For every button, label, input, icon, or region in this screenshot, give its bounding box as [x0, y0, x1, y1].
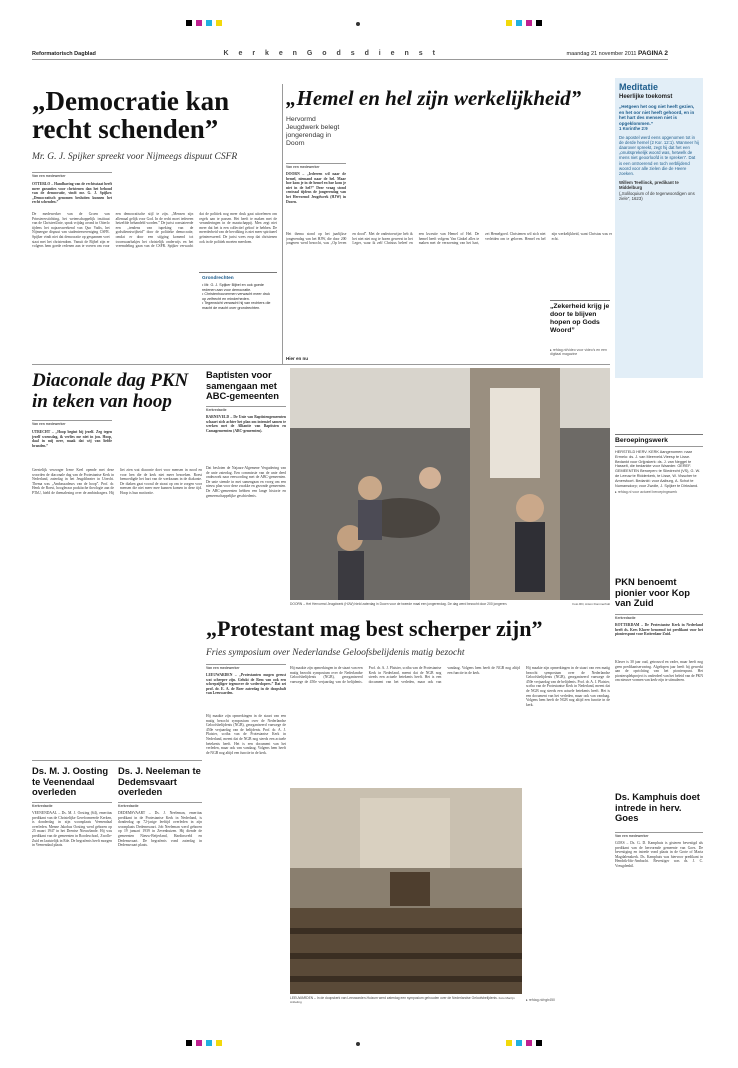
registration-mark-black — [186, 20, 192, 26]
grondrechten-item: • Christenhouvermen verwacht meer druk op zelfrecht en minderheden. — [202, 292, 270, 301]
pkn-byline: Van een medewerker — [32, 420, 112, 426]
doopskerk-caption — [290, 996, 522, 1010]
registration-mark-yellow — [216, 20, 222, 26]
beroeping-title: Beroepingswerk — [615, 434, 703, 447]
beroeping-box — [615, 434, 703, 554]
section-name: K e r k e n G o d s d i e n s t — [223, 50, 439, 57]
section-rule — [32, 364, 610, 365]
meditation-subtitle: Heerlijke toekomst — [619, 94, 673, 100]
pkn-body: Geestelijk verzorger Irene Keel opende met deze woorden de diaconale dag van de Protestantse Kerk in Nederland, zaterdag in het Jeugdtheater in Utrecht. Thema was „Ambassadeurs van de hoop”. Prof. dr. Henk de Roest, hoogleraar praktische theologie aan de PThU, hield de themalezing over de ambtsdragers. Hij liet zien wat diaconie doet voor mensen in nood en voor hen die de kerk niet meer bezoeken. Roest bemoedigde het hart van de werkzaam in de diakonie. De diaken gaat vooral de straat op om te zorgen voor mensen die niet meer mee kunnen komen in deze tijd. Hoop is hun motivatie. — [32, 468, 202, 495]
belijdenis-body: Hij maakte zijn opmerkingen in de staart van een matig bezocht symposium over de Nederlandse Geloofsbelijdenis (NGB), georganiseerd vanwege de 450e verjaardag van de belijdenis. Prof. dr. A. J. Plaisier, scriba van de Protestantse Kerk in Nederland, meent dat de NGB nog steeds een actuele betekenis heeft. Het is een document van het verleden, maar ook van vandaag. Volgens hem heeft de NGB nog altijd een functie in de kerk. — [290, 666, 520, 684]
doopskerk-photo — [290, 788, 522, 994]
registration-mark-bottom-magenta-right — [526, 1040, 532, 1046]
doopskerk-credit: Foto Marrijn Anbeling — [290, 996, 515, 1004]
jongerendag-caption — [290, 602, 610, 614]
kamphuis-byline: Van een medewerker — [615, 832, 703, 838]
registration-mark-cyan-right — [516, 20, 522, 26]
hemel-body: Het thema stond op het jaarlijkse jongerendag van het HJW, die door 200 jongeren werd bezocht, was „Op leven en dood”. Met de ondertoewijze heb ik het niet niet nog te horen geweest in het Leger, waar ik zelf Christus beleef en een kwestie van Hemel of Hel. De hemel heeft volgens Van Ginkel alles te maken met de verzoening van het hart, zei Hemelgoed. Christenen wil zich niet verleiden om te geloven. Hemel en hel zijn werkelijkheid, want Christus was er echt. — [286, 232, 612, 246]
hemel-lead: DOORN – „Iedereen wil naar de hemel, niemand naar de hel. Maar hoe kom je in de hemel en hoe kom je niet in de hel?” Deze vraag stond centraal tijdens de jongerendag van het Hervormd Jeugdwerk (HJW) in Doorn. — [286, 172, 346, 204]
hemel-byline: Van een medewerker — [286, 163, 346, 169]
hemel-link[interactable]: ▸ refdag.nl/video voor video's en een digitaal magazine — [550, 348, 607, 356]
neeleman-byline: Kerkredactie — [118, 802, 202, 808]
main-headline-block — [32, 88, 277, 148]
pkn-pionier-body: Klaver is 30 jaar oud, getrouwd en vader, maar heeft nog geen predikantservaring. Afgelopen jaar heeft hij gewerkt aan de oprichting van het pionierspunt. Het pioniersplekproject is onderdeel van het beleid van de PKN om nieuwe vormen van kerk-zijn te stimuleren. — [615, 660, 703, 683]
grondrechten-item-1: Mr. G. J. Spijker Bijbel en ook goede redenen aan voor democratie. — [202, 283, 264, 292]
pkn-pionier-lead: ROTTERDAM – De Protestantse Kerk in Nederland heeft ds. Kees Klaver benoemd tot predikant voor het pionierspunt voor Rotterdam-Zuid. — [615, 623, 703, 637]
grondrechten-item-3: Tegenwicht verwacht hij van rechters die macht de macht over grondrechten. — [202, 301, 271, 310]
belijdenis-link-text[interactable]: refdag.nl/ngb450 — [528, 998, 556, 1002]
hemel-headline: „Hemel en hel zijn werkelijkheid” — [286, 88, 582, 110]
obituary-rule — [32, 760, 202, 761]
kamphuis-headline: Ds. Kamphuis doet intrede in herv. Goes — [615, 792, 700, 823]
neeleman-body: DEDEMSVAART – Ds. J. Neeleman, emeritus predikant in de Protestantse Kerk in Nederland, is donderdag op 72-jarige leeftijd overleden in zijn woonplaats Dedemsvaart. Job Neeleman werd geboren op 19 januari 1939 in Zevenhuizen. Hij diende de gemeenten Nieuw-Beijerland, Hardinxveld en Dedemsvaart. De begrafenis vond zaterdag in Dedemsvaart plaats. — [118, 811, 202, 848]
oosting-headline: Ds. M. J. Oosting te Veenendaal overleden — [32, 766, 109, 797]
main-body: De medewerker van de Groen van Prinstererstichting, het wetenschappelijk instituut van de ChristenUnie, sprak vrijdag avond in Otterlo tijdens het najaarsweekend van Quo Vadis, het Nijmeegse dispuut van studentenvereniging CSFR. Spijker vindt niet dat democratie op gespannen voet staat met het christendom. Vanuit de Bijbel zijn er volgens hem goede redenen aan te voeren om voor een democratische stijl te zijn. „Mensen zijn allemaal gelijk voor God. In de recht moet iedereen hetzelfde behandeld worden.” De jurist constateerde een „tendens van iupeking van de godsdienstvrijheid” door de politieke democratie, omdat er door een stijging komend tot troonwaarbakjes het christelijk onderwijs en het vreemdeling gaan van de CSFR. Spijker verwacht dat de politiek nog meer druk gaat uitoefenen om regels aan te passen. Het heeft te maken met de veranderingen in de maatschappij. Men zegt niet meer dat het is een collectief geloof te hebben. De meerderheid van de bevolking is niet meer spiritueel geïnteresseerd. De jurist wees erop dat christenen ook in de politiek moeten meedoen. — [32, 212, 277, 249]
jongerendag-photo-image — [290, 368, 610, 600]
registration-mark-cyan — [206, 20, 212, 26]
registration-mark-bottom-yellow-right — [506, 1040, 512, 1046]
baptisten-byline: Kerkredactie — [206, 406, 286, 412]
beroeping-link[interactable]: ▸ refdag.nl voor actueel beroepingswerk — [615, 490, 678, 495]
pkn-pionier-headline: PKN benoemt pionier voor Kop van Zuid — [615, 577, 690, 608]
registration-mark-bottom-cyan — [206, 1040, 212, 1046]
page-header — [32, 46, 668, 60]
beroeping-body: HERSTELD HERV. KERK Aangenomen: naar Ermelo: ds. J. van Meerveld-Vleesp te Lisse. Bedankt voor Grijpskerk: ds. J. van Neggel te Hasselt, die bedankte voor Waarder. GEREF. GEMEENTEN Beroepen: te Sliedrecht (VS), G. W. de Leeuw te Ridderkerk, te Lisse, W. Visscher te Amersfoort. Bedankt: voor Aalburg, A. Schot te Numansdorp; voor Zwolle, J. Spijker te Dirksland. — [615, 450, 701, 488]
hemel-pull-quote: „Zekerheid krijg je door te blijven hopen op Gods Woord” — [550, 300, 610, 346]
belijdenis-lead: LEEUWARDEN – „Protestanten mogen gerust wat scherper zijn. Gelukt de Rem van ook een scherpzijliger tegenover de wederdopers.” Dat zei prof. dr. E. A. de Boer zaterdag in de doopsbalt van Leeuwarden. — [206, 673, 286, 696]
doopskerk-photo-image — [290, 788, 522, 994]
registration-mark-bottom-yellow — [216, 1040, 222, 1046]
registration-mark-bottom-cyan-right — [516, 1040, 522, 1046]
grondrechten-item: • Tegenwicht verwacht hij van rechters die macht de macht over grondrechten. — [202, 301, 271, 310]
column-divider — [282, 84, 283, 364]
page-date-number — [567, 50, 668, 57]
belijdenis-headline: „Protestant mag best scherper zijn” — [206, 618, 543, 641]
belijdenis-link[interactable]: ▸ refdag.nl/ngb450 — [526, 998, 556, 1002]
jongerendag-photo — [290, 368, 610, 600]
meditation-body: De apostel werd eens opgenomen tot in de derde hemel (2 Kor. 12:1). Wanneer hij daarover spreekt, zegt hij dat het een „onuitsprekelijk woord was, hetwelk de mens niet geoorloofd is te spreken”. Dat is een ontroerend en toch verblijdend woord voor alle zielen die de Heere zoeken. — [619, 134, 699, 176]
grondrechten-box — [199, 272, 277, 356]
registration-mark-magenta — [196, 20, 202, 26]
meditation-title: Meditatie — [619, 82, 659, 92]
registration-mark-black-right — [536, 20, 542, 26]
registration-mark-yellow-right — [506, 20, 512, 26]
hemel-side-title: Hervormd Jeugdwerk belegt jongerendag in Doorn — [286, 116, 340, 147]
pkn-headline: Diaconale dag PKN in teken van hoop — [32, 370, 189, 412]
doopskerk-caption-text: LEEUWARDEN – In de doopskerk van Leeuwarden-Huizum werd zaterdag een symposium gehouden over de Nederlandse Geloofsbelijdenis. — [290, 996, 498, 1000]
grondrechten-title: Grondrechten — [202, 276, 234, 281]
page-date: maandag 21 november 2011 — [566, 51, 637, 57]
registration-dot-top — [356, 22, 360, 26]
grondrechten-item-2: Christenhouvermen verwacht meer druk op zelfrecht en minderheden. — [202, 292, 270, 301]
baptisten-headline: Baptisten voor samengaan met ABC-gemeenten — [206, 370, 279, 401]
beroeping-link-text[interactable]: refdag.nl voor actueel beroepingswerk — [617, 490, 678, 495]
baptisten-lead: BARNEVELD – De Unie van Baptistengemeenten schaart zich achter het plan om intensief samen te werken met de Alliantie van Baptisten en Camagemeenten (ABC-gemeenten). — [206, 415, 286, 433]
registration-dot-bottom — [356, 1042, 360, 1046]
main-headline: „Democratie kan recht schenden” — [32, 88, 230, 144]
main-byline: Van een medewerker — [32, 172, 112, 179]
main-subhead: Mr. G. J. Spijker spreekt voor Nijmeegs dispuut CSFR — [32, 152, 238, 162]
hemel-link-text[interactable]: refdag.nl/video voor video's en een digitaal magazine — [550, 348, 607, 356]
meditation-quote: „Hetgeen het oog niet heeft gezien, en het oor niet heeft gehoord, en in het hart des mensen niet is opgeklommen.” — [619, 104, 695, 126]
belijdenis-body-col1: Hij maakte zijn opmerkingen in de staart van een matig bezocht symposium over de Nederlandse Geloofsbelijdenis (NGB), georganiseerd vanwege de 450e verjaardag van de belijdenis. Prof. dr. A. J. Plaisier, scriba van de Protestantse Kerk in Nederland, meent dat de NGB nog steeds een actuele betekenis heeft. Het is een document van het verleden, maar ook van vandaag. Volgens hem heeft de NGB nog altijd een functie in de kerk. — [206, 714, 286, 755]
belijdenis-body-col5: Hij maakte zijn opmerkingen in de staart van een matig bezocht symposium over de Nederlandse Geloofsbelijdenis (NGB), georganiseerd vanwege de 450e verjaardag van de belijdenis. Prof. dr. A. J. Plaisier, scriba van de Protestantse Kerk in Nederland, meent dat de NGB nog steeds een actuele betekenis heeft. Het is een document van het verleden, maar ook van vandaag. Volgens hem heeft de NGB nog altijd een functie in de kerk. — [526, 666, 610, 707]
kamphuis-body: GOES – Ds. G. D. Kamphuis is gisteren bevestigd als predikant van de hervormde gemeente van Goes. De bevestiging en intrede vond plaats in de Grote of Maria Magdalenakerk. Ds. Kamphuis was hiervoor predikant in Hendrik-Ido-Ambacht. Bevestiger was ds. J. C. Vreugdenhil. — [615, 841, 703, 868]
main-lead: OTTERLO – Handhaving van de rechtsstaat heeft meer garanties voor christenen dan het behoud van de democratie, vindt mr. G. J. Spijker. „Democratisch genomen besluiten kunnen het recht schenden.” — [32, 182, 112, 205]
jongerendag-caption-text: DOORN – Het Hervormd Jeugdwerk (HJW) hield zaterdag in Doorn voor de tweede maal een jongerendag. De dag werd bezocht door 200 jongeren. — [290, 602, 508, 606]
baptisten-body: Dat besloten de Najaars-Algemene Vergadering van de unie zaterdag. Een commissie van de unie deed onderzoek naar eenwording met de ABC-gemeenten. De unie stemde in met samengaan en vroeg om een nieuw plan voor deze zwakke en gezonde gemeenten. De ABC-gemeenten hebben een lange historie en gemeenschappelijke geschiedenis. — [206, 466, 286, 498]
neeleman-headline: Ds. J. Neeleman te Dedemsvaart overleden — [118, 766, 201, 797]
meditation-author: Willem Teellinck, predikant te Middelburg — [619, 180, 679, 191]
registration-mark-bottom-black — [186, 1040, 192, 1046]
belijdenis-byline: Van een medewerker — [206, 664, 286, 670]
meditation-ref: 1 Korinthe 2:9 — [619, 126, 648, 132]
oosting-byline: Kerkredactie — [32, 802, 112, 808]
hemel-subhead: Hier en nu — [286, 356, 309, 361]
meditation-author-note: („Soliloquium of de tegenwoordigen ons ziele”, 1623) — [619, 190, 695, 201]
belijdenis-subhead: Fries symposium over Nederlandse Geloofsbelijdenis matig bezocht — [206, 648, 465, 658]
oosting-body: VEENENDAAL – Ds. M. J. Oosting (64), emeritus predikant van de Christelijke Gereformeerde Kerken, is donderdag in zijn woonplaats Veenendaal overleden. Menne Jakobus Oosting werd geboren op 25 maart 1947 in het Drentse Nieuwlande. Hij was predikant van de gemeenten in Roodeschool, Zwolle-Zuid en laatstelijk in Ede. De begrafenis heeft morgen in Veenendaal plaats. — [32, 811, 112, 848]
registration-mark-bottom-black-right — [536, 1040, 542, 1046]
registration-mark-magenta-right — [526, 20, 532, 26]
jongerendag-credit: Foto RD, Anton Dommerholt — [572, 602, 610, 606]
grondrechten-item: • Mr. G. J. Spijker Bijbel en ook goede redenen aan voor democratie. — [202, 283, 264, 292]
publication-name: Reformatorisch Dagblad — [32, 51, 96, 57]
pkn-lead: UTRECHT – „Hoop begint bij jezelf. Zeg tegen jezelf woensdag, ik verlies me niet in jou. Hoop, daal in mij neer, maak dat wij van liefde branden.” — [32, 430, 112, 448]
pkn-pionier-byline: Kerkredactie — [615, 614, 703, 620]
page-number: PAGINA 2 — [638, 50, 668, 57]
meditation-box — [615, 78, 703, 378]
registration-mark-bottom-magenta — [196, 1040, 202, 1046]
